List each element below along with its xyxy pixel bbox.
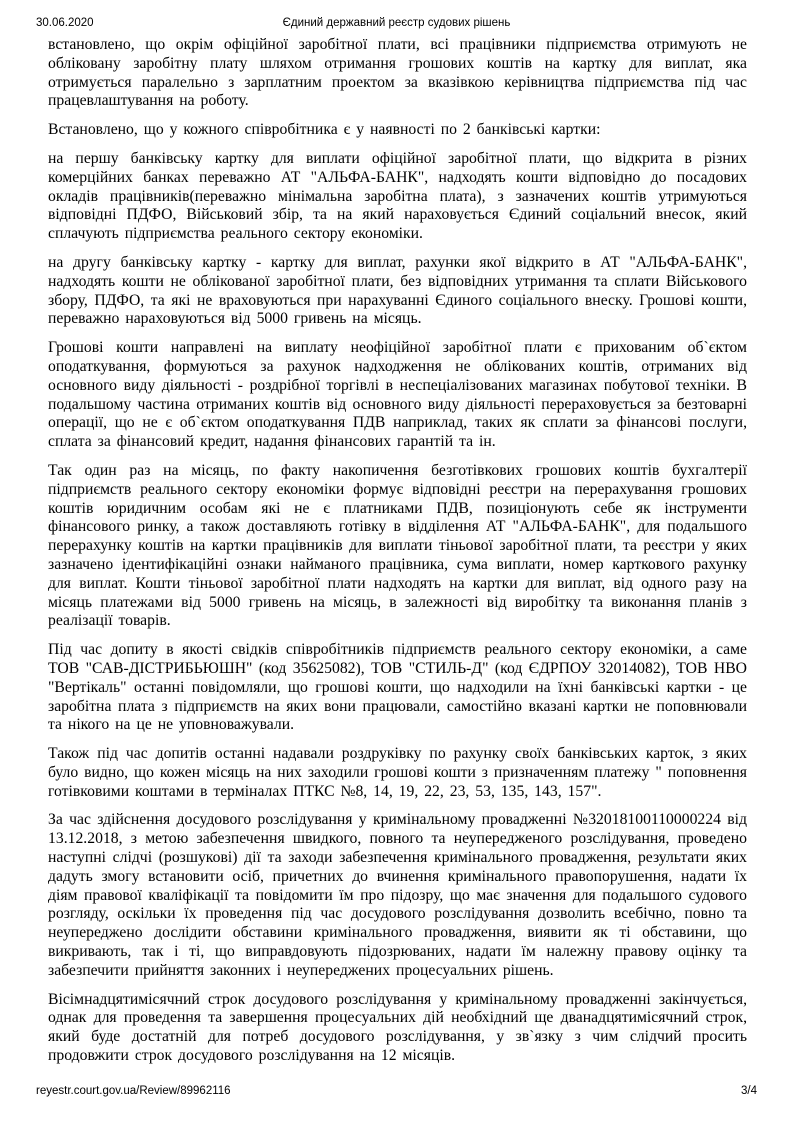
header-title: Єдиний державний реєстр судових рішень bbox=[282, 17, 511, 29]
paragraph: встановлено, що окрім офіційної заробітної плати, всі працівники підприємства отримують не обліковану заробітну плату шляхом отримання грошових коштів на картку для виплат, яка отримується паралельно з зарплатним проектом за вказівкою керівництва підприємства під час працевлаштування на роботу. bbox=[48, 36, 747, 110]
paragraph: на першу банківську картку для виплати офіційної заробітної плати, що відкрита в різних комерційних банках переважно АТ "АЛЬФА-БАНК", надходять кошти відповідно до посадових окладів працівників(переважно мінімальна заробітна плата), з зазначених коштів утримуються відповідні ПДФО, Військовий збір, та на який нараховується Єдиний соціальний внесок, який сплачують підприємства реального сектору економіки. bbox=[48, 149, 747, 243]
print-footer bbox=[36, 1085, 757, 1101]
paragraph: За час здійснення досудового розслідування у кримінальному провадженні №32018100110000224 від 13.12.2018, з метою забезпечення швидкого, повного та неупередженого розслідування, проведено наступні слідчі (розшукові) дії та заходи забезпечення кримінального провадження, результати яких дадуть змогу встановити осіб, причетних до вчинення кримінального правопорушення, надати їх діям правової кваліфікації та повідомити їм про підозру, що має значення для подальшого судового розгляду, оскільки їх проведення під час досудового розслідування дозволить всебічно, повно та неупереджено дослідити обставини кримінального провадження, виявити як ті обставини, що викривають, так і ті, що виправдовують підозрюваних, надати їм належну правову оцінку та забезпечити прийняття законних і неупереджених процесуальних рішень. bbox=[48, 811, 747, 979]
document-body bbox=[48, 36, 747, 1066]
header-date: 30.06.2020 bbox=[36, 17, 94, 29]
paragraph: на другу банківську картку - картку для виплат, рахунки якої відкрито в АТ "АЛЬФА-БАНК", надходять кошти не облікованої заробітної плати, без відповідних утримання та сплати Військового збору, ПДФО, та які не враховуються при нарахуванні Єдиного соціального внеску. Грошові кошти, переважно нараховуються від 5000 гривень на місяць. bbox=[48, 253, 747, 328]
footer-page-number: 3/4 bbox=[741, 1085, 757, 1097]
footer-url: reyestr.court.gov.ua/Review/89962116 bbox=[36, 1085, 231, 1097]
paragraph: Так один раз на місяць, по факту накопичення безготівкових грошових коштів бухгалтерії підприємств реального сектору економіки формує відповідні реєстри на перерахування грошових коштів юридичним особам які не є платниками ПДВ, позиціонують себе як інструменти фінансового ринку, а також доставляють готівку в відділення АТ "АЛЬФА-БАНК", для подальшого перерахунку коштів на картки працівників для виплати тіньової заробітної плати, та реєстри у яких зазначено ідентифікаційні ознаки найманого працівника, сума виплати, номер карткового рахунку для виплат. Кошти тіньової заробітної плати надходять на картки для виплат, від одного разу на місяць платежами від 5000 гривень на місяць, в залежності від виробітку та виконання планів з реалізації товарів. bbox=[48, 461, 747, 630]
paragraph: Вісімнадцятимісячний строк досудового розслідування у кримінальному провадженні закінчується, однак для проведення та завершення процесуальних дій необхідний ще дванадцятимісячний строк, який буде достатній для потреб досудового розслідування, у зв`язку з чим слідчий просить продовжити строк досудового розслідування на 12 місяців. bbox=[48, 990, 747, 1065]
paragraph: Грошові кошти направлені на виплату неофіційної заробітної плати є прихованим об`єктом оподаткування, формуються за рахунок надходження не облікованих коштів, отриманих від основного виду діяльності - роздрібної торгівлі в неспеціалізованих магазинах побутової техніки. В подальшому частина отриманих коштів від основного виду діяльності перераховується за безтоварні операції, що не є об`єктом оподаткування ПДВ наприклад, таких як сплати за фінансові послуги, сплата за фінансовий кредит, надання фінансових гарантій та ін. bbox=[48, 339, 747, 451]
paragraph: Під час допиту в якості свідків співробітників підприємств реального сектору економіки, а саме ТОВ "САВ-ДІСТРИБЬЮШН" (код 35625082), ТОВ "СТИЛЬ-Д" (код ЄДРПОУ 32014082), ТОВ НВО "Вертікаль" останні повідомляли, що грошові кошти, що надходили на їхні банківські картки - це заробітна плата з підприємств на яких вони працювали, самостійно вказані картки не поповнювали та нікого на це не уповноважували. bbox=[48, 641, 747, 734]
paragraph: Також під час допитів останні надавали роздруківку по рахунку своїх банківських карток, з яких було видно, що кожен місяць на них заходили грошові кошти з призначенням платежу " поповнення готівковими коштами в терміналах ПТКС №8, 14, 19, 22, 23, 53, 135, 143, 157". bbox=[48, 745, 747, 800]
print-header bbox=[36, 17, 757, 33]
paragraph: Встановлено, що у кожного співробітника є у наявності по 2 банківські картки: bbox=[48, 121, 601, 139]
